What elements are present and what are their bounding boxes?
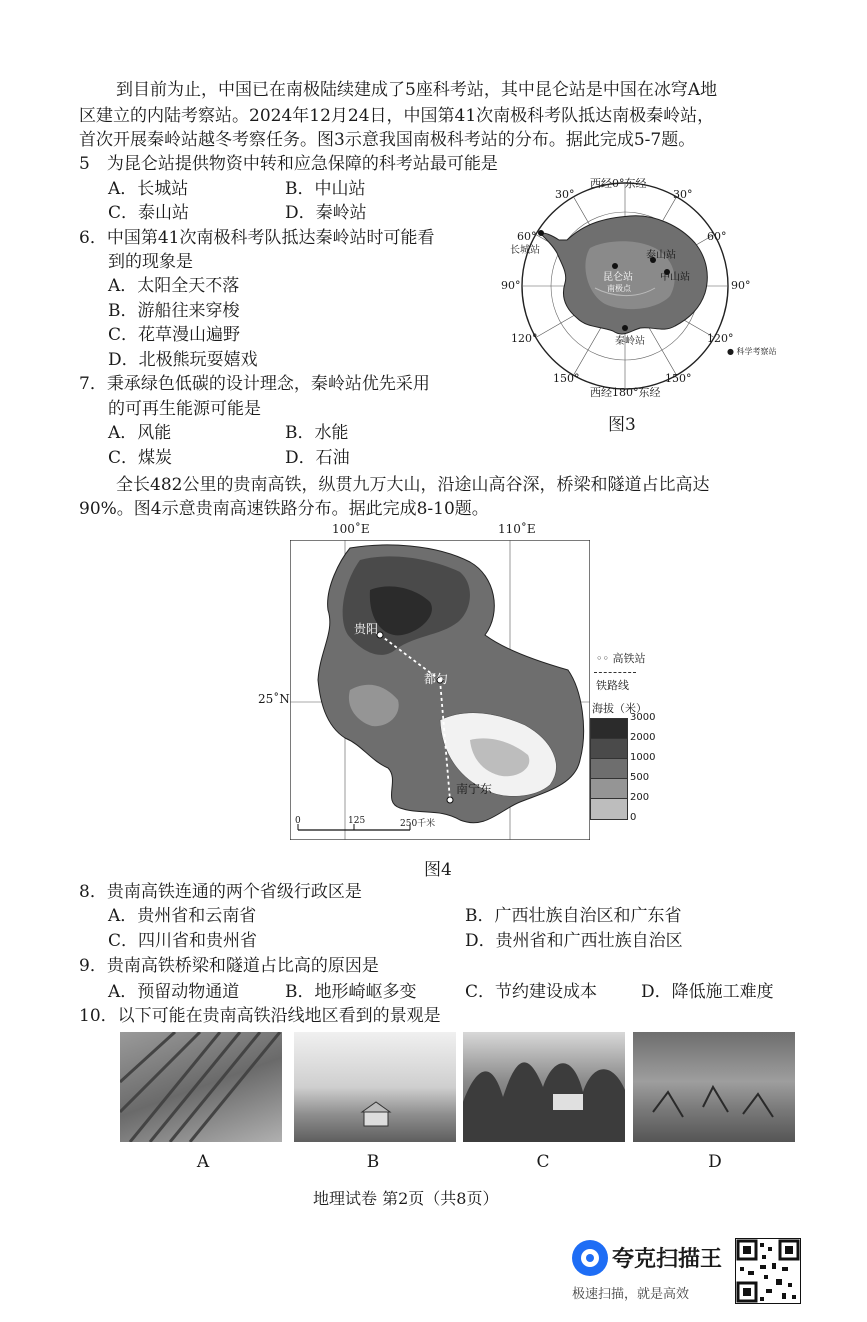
photo-c-peaks [463,1032,625,1142]
fig4-elevation-legend [590,712,670,836]
fig3-150-left: 150° [553,372,580,385]
fig4-lat-25: 25˚N [258,692,290,706]
q8-option-d: D．贵州省和广西壮族自治区 [465,931,683,951]
fig4-legend-elev-title: 海拔（米） [592,702,647,715]
fig4-lon-110: 110˚E [498,522,536,536]
q6-option-b: B．游船往来穿梭 [108,301,240,321]
q6-stem-2: 到的现象是 [108,252,193,272]
intro1-line1: 到目前为止，中国已在南极陆续建成了5座科考站，其中昆仑站是中国在冰穹A地 [116,80,718,100]
q5-stem: 5 为昆仑站提供物资中转和应急保障的科考站最可能是 [79,154,498,174]
photo-label-c: C [536,1152,550,1172]
q5-option-d: D．秦岭站 [285,203,367,223]
fig3-90-right: 90° [731,279,751,292]
elevation-swatch-500 [590,778,628,800]
q9-stem: 9．贵南高铁桥梁和隧道占比高的原因是 [79,956,379,976]
qinling-station-marker [622,325,628,331]
q7-option-a: A．风能 [108,423,172,443]
figure-4-guinan-railway-map [258,522,668,842]
qr-code-pattern [736,1239,800,1303]
figure-4-caption: 图4 [424,860,452,880]
q7-stem-1: 7．秉承绿色低碳的设计理念，秦岭站优先采用 [79,374,430,394]
scanner-brand: 夸克扫描王 [612,1247,723,1272]
fig4-legend-station: ◦◦ 高铁站 [596,652,646,665]
elevation-label-500: 500 [630,772,650,783]
q8-stem: 8．贵南高铁连通的两个省级行政区是 [79,882,362,902]
fig3-60-left: 60° [517,230,537,243]
quark-logo-icon [572,1240,608,1276]
photo-d-dry-landscape [633,1032,795,1142]
q9-option-d: D．降低施工难度 [641,982,774,1002]
fig3-changcheng-label: 长城站 [510,245,540,256]
figure-3-antarctica-map [495,168,795,408]
q6-stem-1: 6．中国第41次南极科考队抵达秦岭站时可能看 [79,228,435,248]
intro2-line2: 90%。图4示意贵南高速铁路分布。据此完成8-10题。 [79,499,489,519]
fig3-zhongshan-label: 中山站 [660,272,690,283]
photo-a-farmland [120,1032,282,1142]
elevation-swatch-1000 [590,758,628,780]
fig4-nanning-label: 南宁东 [456,782,493,796]
fig3-legend: ● 科学考察站 [727,347,777,356]
fig3-30-right: 30° [673,188,693,201]
fig4-duyun-label: 都匀 [424,672,449,686]
intro1-line2: 区建立的内陆考察站。2024年12月24日，中国第41次南极科考队抵达南极秦岭站， [79,106,715,126]
photo-b-yurt [294,1032,456,1142]
fig3-qinling-label: 秦岭站 [615,336,645,347]
photo-a-rows [120,1032,282,1142]
fig4-legend-rail: 铁路线 [596,679,629,692]
photo-label-a: A [196,1152,210,1172]
changcheng-station-marker [538,230,544,236]
q10-stem: 10．以下可能在贵南高铁沿线地区看到的景观是 [79,1006,441,1026]
fig3-120-right: 120° [707,332,734,345]
scanner-slogan: 极速扫描，就是高效 [572,1287,690,1302]
q7-option-d: D．石油 [285,448,350,468]
fig4-scale-125: 125 [348,816,366,826]
q7-option-c: C．煤炭 [108,448,173,468]
fig3-60-right: 60° [707,230,727,243]
elevation-swatch-3000 [590,718,628,740]
q6-option-a: A．太阳全天不落 [108,276,240,296]
photo-label-d: D [708,1152,722,1172]
q9-option-b: B．地形崎岖多变 [285,982,417,1002]
q8-option-b: B．广西壮族自治区和广东省 [465,906,682,926]
fig3-bottom-meridian-label: 西经180°东经 [590,386,661,399]
elevation-swatch-2000 [590,738,628,760]
photo-c-karst-landscape [463,1032,625,1142]
fig4-scale-250: 250千米 [400,819,436,829]
q7-stem-2: 的可再生能源可能是 [108,399,261,419]
qr-code-icon [735,1238,801,1304]
q5-option-a: A．长城站 [108,179,189,199]
nanning-station-marker [447,797,453,803]
q8-option-c: C．四川省和贵州省 [108,931,258,951]
q9-option-c: C．节约建设成本 [465,982,598,1002]
photo-label-b: B [366,1152,380,1172]
q5-option-c: C．泰山站 [108,203,190,223]
guinan-terrain-svg [290,540,590,840]
fig4-lon-100: 100˚E [332,522,370,536]
intro2-line1: 全长482公里的贵南高铁，纵贯九万大山，沿途山高谷深，桥梁和隧道占比高达 [116,475,710,495]
q5-option-b: B．中山站 [285,179,366,199]
fig3-30-left: 30° [555,188,575,201]
fig4-guiyang-label: 贵阳 [354,622,379,636]
q8-option-a: A．贵州省和云南省 [108,906,257,926]
fig3-kunlun-label: 昆仑站 [603,272,633,283]
elevation-label-1000: 1000 [630,752,656,763]
fig3-150-right: 150° [665,372,692,385]
elevation-label-0: 0 [630,812,637,823]
q6-option-d: D．北极熊玩耍嬉戏 [108,350,258,370]
fig4-legend-rail-symbol [594,672,636,673]
q9-option-a: A．预留动物通道 [108,982,240,1002]
fig3-90-left: 90° [501,279,521,292]
photo-d-shrubs [633,1032,795,1142]
intro1-line3: 首次开展秦岭站越冬考察任务。图3示意我国南极科考站的分布。据此完成5-7题。 [79,130,696,150]
elevation-label-200: 200 [630,792,650,803]
fig3-taishan-label: 泰山站 [646,250,676,261]
q7-option-b: B．水能 [285,423,349,443]
elevation-swatch-200 [590,798,628,820]
fig4-scale-0: 0 [295,816,301,826]
fig3-120-left: 120° [511,332,538,345]
figure-3-caption: 图3 [608,415,636,435]
photo-b-grassland-yurt [294,1032,456,1142]
q6-option-c: C．花草漫山遍野 [108,325,241,345]
fig3-top-meridian-label: 西经0°东经 [590,177,647,190]
fig3-south-pole-label: 南极点 [607,284,631,293]
page-footer: 地理试卷 第2页（共8页） [313,1189,499,1208]
elevation-label-3000: 3000 [630,712,656,723]
elevation-label-2000: 2000 [630,732,656,743]
